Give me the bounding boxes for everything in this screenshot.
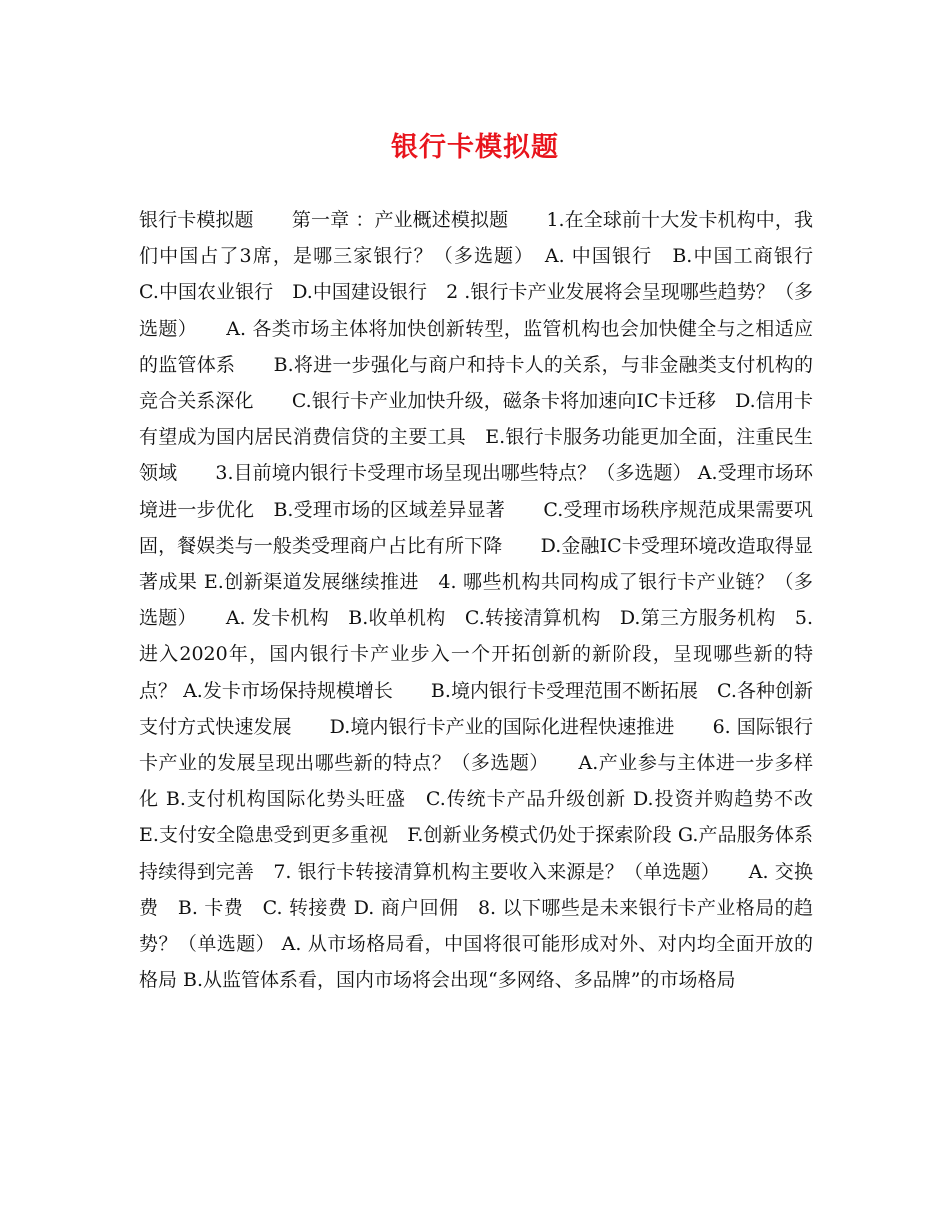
document-body-text: 银行卡模拟题 第一章 ：产业概述模拟题 1.在全球前十大发卡机构中，我们中国占了3席，是哪三家银行？（多选题） A. 中国银行 B.中国工商银行 C.中国农业银行 D.中国建设银行 2 .银行卡产业发展将会呈现哪些趋势？（多选题） A. 各类市场主体将加快创新转型，监管机构也会加快健全与之相适应的监管体系 B.将进一步强化与商户和持卡人的关系，与非金融类支付机构的竞合关系深化 C.银行卡产业加快升级，磁条卡将加速向IC卡迁移 D.信用卡有望成为国内居民消费信贷的主要工具 E.银行卡服务功能更加全面，注重民生领域 3.目前境内银行卡受理市场呈现出哪些特点？（多选题） A.受理市场环境进一步优化 B.受理市场的区域差异显著 C.受理市场秩序规范成果需要巩固，餐娱类与一般类受理商户占比有所下降 D.金融IC卡受理环境改造取得显著成果 E.创新渠道发展继续推进 4. 哪些机构共同构成了银行卡产业链？（多选题） A. 发卡机构 B.收单机构 C.转接清算机构 D.第三方服务机构 5. 进入2020年，国内银行卡产业步入一个开拓创新的新阶段，呈现哪些新的特点？ A.发卡市场保持规模增长 B.境内银行卡受理范围不断拓展 C.各种创新支付方式快速发展 D.境内银行卡产业的国际化进程快速推进 6. 国际银行卡产业的发展呈现出哪些新的特点？（多选题） A.产业参与主体进一步多样化 B.支付机构国际化势头旺盛 C.传统卡产品升级创新 D.投资并购趋势不改 E.支付安全隐患受到更多重视 F.创新业务模式仍处于探索阶段 G.产品服务体系持续得到完善 7. 银行卡转接清算机构主要收入来源是？（单选题） A. 交换费 B. 卡费 C. 转接费 D. 商户回佣 8. 以下哪些是未来银行卡产业格局的趋势？（单选题） A. 从市场格局看，中国将很可能形成对外、对内均全面开放的格局 B.从监管体系看，国内市场将会出现“多网络、多品牌”的市场格局	[139, 209, 852, 992]
document-title: 银行卡模拟题	[391, 132, 559, 163]
